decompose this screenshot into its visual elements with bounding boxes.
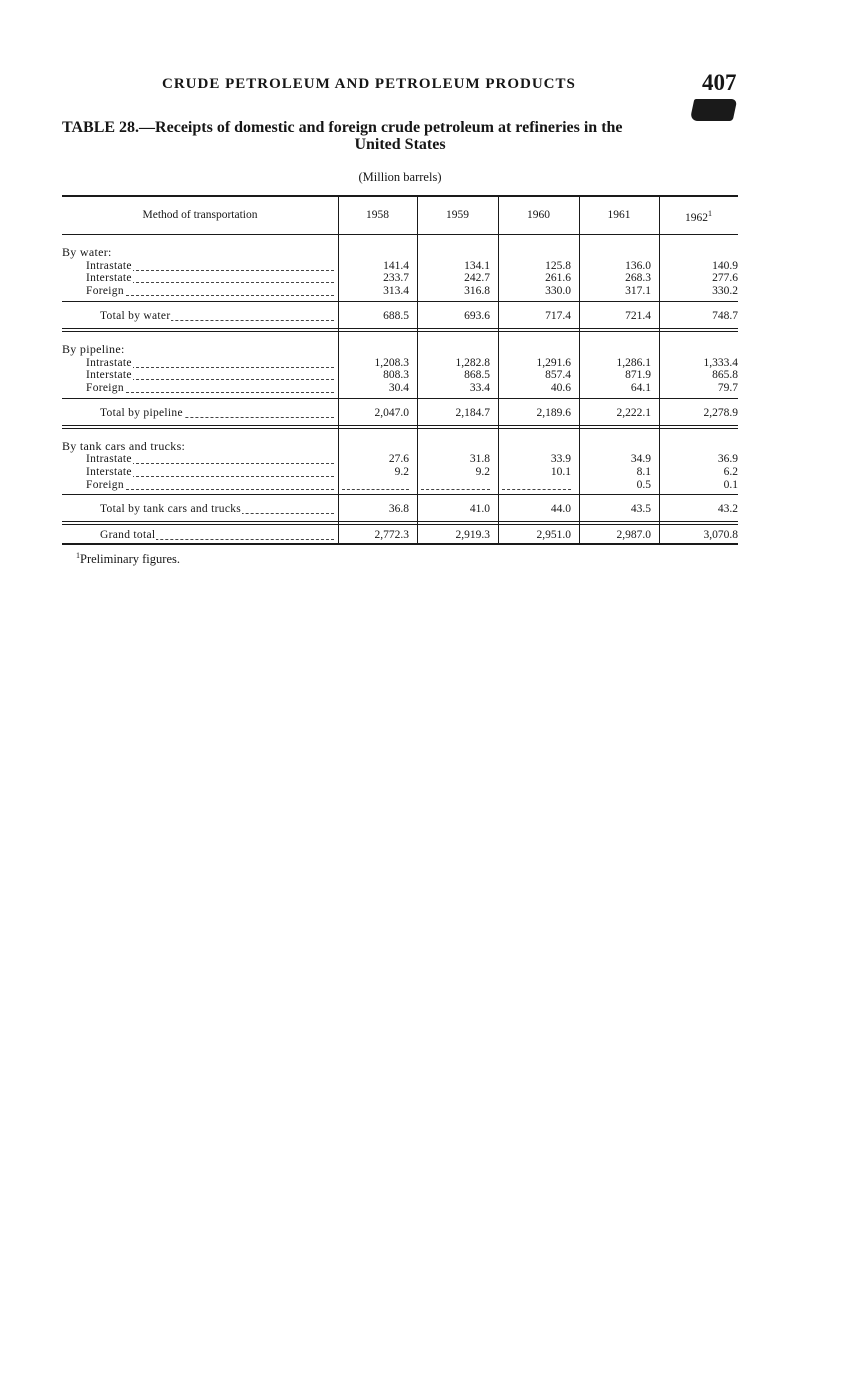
group-label: By pipeline: [62,341,125,356]
row-label [86,466,334,479]
row-label [86,369,334,382]
table-cell: 44.0 [550,503,571,516]
table-title-line2: United States [354,136,446,153]
table-cell: 1,208.3 [374,356,409,369]
table-cell: 43.5 [630,503,651,516]
table-cell: 41.0 [469,503,490,516]
table-cell: 1,286.1 [616,356,651,369]
row-label-text: Foreign [86,381,124,394]
table-cell: 33.4 [469,381,490,394]
table-cell: 27.6 [388,453,409,466]
table-cell: 261.6 [545,272,571,285]
table-cell: 2,189.6 [536,406,571,419]
grand-total-label [100,529,334,542]
table-cell: 6.2 [723,466,738,478]
table-cell: 134.1 [464,259,490,272]
total-rule [62,328,738,329]
total-label-text: Total by water [100,309,171,322]
total-label-text: Total by pipeline [100,406,183,419]
year-header [659,209,738,224]
total-rule [62,524,738,525]
table-cell: 688.5 [383,309,409,322]
table-cell: 2,278.9 [703,406,738,419]
row-label-text: Foreign [86,478,124,491]
table-cell: 8.1 [636,466,651,478]
total-rule [62,428,738,429]
group-label: By tank cars and trucks: [62,438,186,453]
table-cell: 141.4 [383,259,409,272]
table-cell: 693.6 [464,309,490,322]
total-rule [62,521,738,522]
table-cell: 10.1 [550,466,571,478]
total-label [100,503,334,516]
table-cell: 33.9 [550,453,571,466]
table-cell: 79.7 [717,381,738,394]
table-title: TABLE 28.—Receipts of domestic and foreign crude petroleum at refineries in the [62,119,623,136]
table-cell: 3,070.8 [703,529,738,542]
table-cell: 2,184.7 [455,406,490,419]
total-rule [62,425,738,426]
empty-cell-dash [421,489,490,490]
table-cell: 0.5 [636,478,651,491]
table-cell: 136.0 [625,259,651,272]
row-label-text: Interstate [86,272,132,285]
row-label [86,479,334,492]
table-cell: 36.9 [717,453,738,466]
year-header-label: 1962 [685,211,708,224]
table-cell: 2,987.0 [616,529,651,542]
row-label-text: Intrastate [86,453,132,466]
table-cell: 857.4 [545,369,571,382]
table-cell: 2,047.0 [374,406,409,419]
table-cell: 31.8 [469,453,490,466]
stub-header: Method of transportation [142,209,258,221]
table-cell: 125.8 [545,259,571,272]
footnote-mark: 1 [76,551,80,560]
table-cell: 43.2 [717,503,738,516]
page-number: 407 [702,70,737,95]
table-cell: 140.9 [712,259,738,272]
table-cell: 277.6 [712,272,738,285]
row-label-text: Interstate [86,369,132,382]
row-label [86,357,334,370]
table-cell: 30.4 [388,381,409,394]
table-cell: 330.2 [712,285,738,298]
empty-cell-dash [342,489,409,490]
footnote [76,551,180,567]
total-label-text: Total by tank cars and trucks [100,503,242,516]
table-cell: 717.4 [545,309,571,322]
year-header: 1961 [607,209,631,221]
table-cell: 330.0 [545,285,571,298]
table-cell: 64.1 [630,381,651,394]
header-rule [62,234,738,235]
table-cell: 1,333.4 [703,356,738,369]
table-cell: 808.3 [383,369,409,382]
row-label-text: Interstate [86,466,132,478]
table-cell: 868.5 [464,369,490,382]
table-cell: 1,282.8 [455,356,490,369]
subtotal-rule [62,398,738,399]
table-cell: 721.4 [625,309,651,322]
table-cell: 1,291.6 [536,356,571,369]
table-cell: 9.2 [475,466,490,478]
row-label [86,272,334,285]
empty-cell-dash [502,489,571,490]
table-cell: 2,951.0 [536,529,571,542]
running-head: CRUDE PETROLEUM AND PETROLEUM PRODUCTS [162,76,576,92]
row-label-text: Foreign [86,285,124,298]
row-label [86,260,334,273]
year-header: 1960 [527,209,550,221]
table-cell: 871.9 [625,369,651,382]
row-label [86,285,334,298]
row-label-text: Intrastate [86,356,132,369]
group-label: By water: [62,245,112,259]
column-rule [659,197,660,543]
table-cell: 316.8 [464,285,490,298]
table-cell: 313.4 [383,285,409,298]
year-header: 1958 [366,209,389,221]
table-cell: 233.7 [383,272,409,285]
row-label [86,453,334,466]
row-label-text: Intrastate [86,259,132,272]
table-cell: 2,919.3 [455,529,490,542]
table-cell: 2,222.1 [616,406,651,419]
grand-total-label-text: Grand total [100,529,156,542]
total-label [100,310,334,323]
total-rule [62,331,738,332]
table-cell: 9.2 [394,466,409,478]
table-cell: 34.9 [630,453,651,466]
subtotal-rule [62,301,738,302]
table-cell: 268.3 [625,272,651,285]
table-cell: 36.8 [388,503,409,516]
table-cell: 40.6 [550,381,571,394]
table-units: (Million barrels) [358,170,442,184]
table-cell: 2,772.3 [374,529,409,542]
year-header: 1959 [446,209,469,221]
table-cell: 317.1 [625,285,651,298]
footnote-text: Preliminary figures. [80,552,180,567]
footnote-ref: 1 [708,209,712,218]
table-cell: 748.7 [712,309,738,322]
ink-smudge [690,99,738,121]
table-cell: 0.1 [723,478,738,491]
table-cell: 865.8 [712,369,738,382]
table-cell: 242.7 [464,272,490,285]
subtotal-rule [62,494,738,495]
data-table [62,195,738,545]
total-label [100,407,334,420]
row-label [86,382,334,395]
